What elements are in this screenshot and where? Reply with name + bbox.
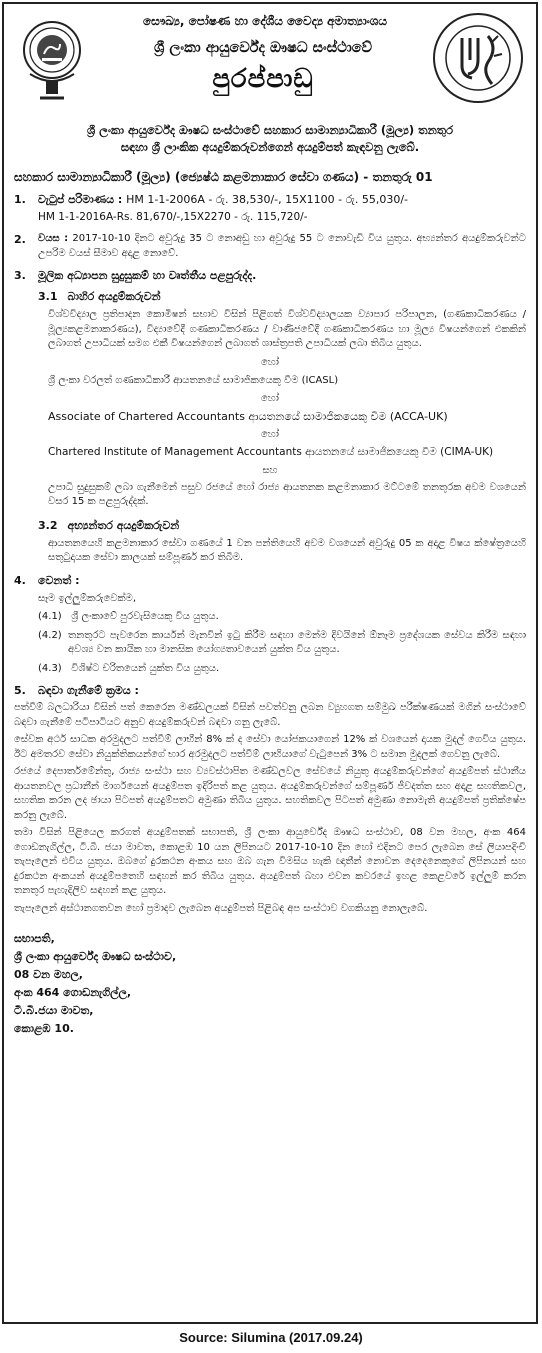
intro-text: ශ්‍රී ලංකා ආයුර්වේද ඖෂධ සංස්ථාවේ සහකාර සාමාන්‍යාධිකාරී (මූල්‍ය) තනතුර සඳහා ශ්‍රී ලාංකික අයදුම්කරුවන්ගෙන් අයදුම්පත් කැඳවනු ලැබේ. bbox=[86, 123, 454, 154]
institution-logo-icon bbox=[432, 12, 524, 104]
other-item bbox=[38, 610, 526, 625]
method-paragraph: සේවක අර්ථ සාධක අරමුදලට පත්වීම් ලාභීන් 8% ක් ද සේවා යෝජකයාගෙන් 12% ක් වශයෙන් දායක මුදල් ගෙවිය යුතුය. ඊට අමතරව සේවා නියුක්තිකයන්ගේ භාර අරමුදලට පත්වීම් ලාභියාගේ වැටුපෙන් 3% ට සමාන මුදලක් ගෙවනු ලැබේ. bbox=[14, 734, 526, 760]
signature-line: කොළඹ 10. bbox=[14, 1022, 74, 1035]
section-age bbox=[14, 232, 526, 261]
or-divider: හෝ bbox=[261, 356, 279, 368]
section-number: 2. bbox=[14, 233, 26, 246]
section-number: 5. bbox=[14, 684, 26, 697]
method-paragraph: තැපෑලෙන් අස්ථානගතවන හෝ ප්‍රමාදව ලැබෙන අයදුම්පත් පිළිබඳ අප සංස්ථාව වගකියනු නොලැබේ. bbox=[14, 902, 428, 914]
qualification-cima: Chartered Institute of Management Accountants ආයතනයේ සාමාජිකයෙකු වීම (CIMA-UK) bbox=[48, 445, 494, 458]
section-label: මූලික අධ්‍යාපන සුදුසුකම් හා වෘත්තීය පළපුරුද්ද. bbox=[38, 269, 257, 282]
item-text: විශිෂ්ට චරිතයෙන් යුක්ත විය යුතුය. bbox=[71, 662, 220, 674]
age-text-block bbox=[38, 232, 526, 261]
national-emblem-icon bbox=[20, 14, 84, 104]
subsection-number: 3.1 bbox=[38, 290, 58, 303]
section-number: 4. bbox=[14, 573, 26, 587]
ministry-name: සෞඛ්‍ය, පෝෂණ හා දේශීය වෛද්‍ය අමාත්‍යාංශය bbox=[142, 14, 388, 28]
section-qualifications bbox=[14, 268, 526, 566]
section-number: 3. bbox=[14, 269, 26, 282]
subsection-label: අභ්‍යන්තර අයදුම්කරුවන් bbox=[67, 518, 180, 532]
or-divider: හෝ bbox=[261, 392, 279, 404]
item-label: (4.2) bbox=[38, 629, 62, 641]
source-caption: Source: Silumina (2017.09.24) bbox=[179, 1330, 363, 1345]
age-text: 2017-10-10 දිනට අවුරුදු 35 ට නොඅඩු හා අවුරුදු 55 ට නොවැඩි විය යුතුය. අභ්‍යන්තර අයදුම්කරුවන්ට උපරිම වයස් සීමාව අදාළ නොවේ. bbox=[38, 233, 526, 259]
item-text: ශ්‍රී ලංකාවේ පුරවැසියෙකු විය යුතුය. bbox=[71, 611, 219, 622]
external-qualification-text: විශ්වවිද්‍යාල ප්‍රතිපාදන කොමිෂන් සභාව විසින් පිළිගත් විශ්වවිද්‍යාලයක ව්‍යාපාර පරිපාලන, (ගණකාධිකරණය / මූල්‍යකළමනාකරණය), විද්‍යාවේදී ගණකාධිකරණය / වාණිජවේදී ගණකාධිකරණය හා මූල්‍ය විෂයන්ගෙන් එකකින් ලබාගත් උපාධියක් සමග එකී විෂයන්ගෙන් ලබාගත් ශාස්ත්‍රපති උපාධියක් ලබා තිබිය යුතුය. bbox=[48, 309, 526, 349]
method-paragraph: පත්වීම් බලධාරියා විසින් පත් කෙරෙන මණ්ඩලයක් විසින් පවත්වනු ලබන ව්‍යුහගත සම්මුඛ පරීක්ෂණයක් මගින් සංස්ථාවේ බඳවා ගැනීමේ පටිපාටියට අනුව අයදුම්කරුවන් බඳවා ගනු ලැබේ. bbox=[14, 702, 526, 728]
subsection-label: බාහිර අයදුම්කරුවන් bbox=[67, 290, 161, 303]
or-divider: හෝ bbox=[261, 428, 279, 440]
item-label: (4.3) bbox=[38, 662, 62, 674]
header bbox=[4, 4, 536, 114]
section-content bbox=[38, 192, 408, 207]
section-label: වැටුප් පරිමාණය : bbox=[38, 193, 123, 206]
item-text: තනතුරට පැවරෙන කාර්යන් මැනවින් ඉටු කිරීම සඳහා මෙන්ම දිවයිනේ ඕනෑම ප්‍රදේශයක සේවය කිරීම සඳහා අවශ්‍ය වන කායික හා මානසික යෝග්‍යතාවයෙන් යුක්ත විය යුතුය. bbox=[68, 629, 526, 655]
page-title: පුරප්පාඩු bbox=[212, 64, 314, 94]
method-paragraph: තමා විසින් පිළියෙල කරගත් අයදුම්පතක් සභාපති, ශ්‍රී ලංකා ආයුර්වේද ඖෂධ සංස්ථාව, 08 වන මහල, අංක 464 ගොඩනැගිල්ල, ටී.බී. ජයා මාවත, කොළඹ 10 යන ලිපිනයට 2017-10-10 දින හෝ එදිනට පෙර ලැබෙන සේ ලියාපදිංචි තැපෑලෙන් එවිය යුතුය. ඔබගේ දුරකථන අංකය සහ ඔබ ගැන විමසිය හැකි ඥාතීන් නොවන දෙදෙනෙකුගේ ලිපිනයන් සහ දුරකථන අංකයන් අයදුම්පතෙහි සඳහන් කර තිබිය යුතුය. අයදුම්පත් බහා එවන කවරයේ ඉහළ කෙළවරේ ඉල්ලුම් කරන තනතුර පැහැදිලිව සඳහන් කළ යුතුය. bbox=[14, 827, 526, 896]
section-recruitment-method bbox=[14, 683, 526, 916]
section-number: 1. bbox=[14, 193, 26, 206]
signature-line: ශ්‍රී ලංකා ආයුර්වේද ඖෂධ සංස්ථාව, bbox=[14, 950, 177, 963]
post-title: සහකාර සාමාන්‍යාධිකාරී (මූල්‍ය) (ජ්‍යෙෂ්ඨ කළමනාකාර සේවා ගණය) - තනතුරු 01 bbox=[14, 170, 433, 184]
item-label: (4.1) bbox=[38, 611, 62, 622]
section-label: බඳවා ගැනීමේ ක්‍රමය : bbox=[38, 684, 139, 697]
internal-qualification-text: ආයතනයෙහි කළමනාකාර සේවා ගණයේ 1 වන පන්තියෙහි අවම වශයෙන් අවුරුදු 05 ක අදාළ විෂය ක්ෂේත්‍රයෙහි සතුටුදායක සේවා කාලයක් සම්පූර්ණ කර තිබීම. bbox=[48, 537, 526, 563]
qualification-acca: Associate of Chartered Accountants ආයතනයේ සාමාජිකයෙකු වීම (ACCA-UK) bbox=[48, 409, 448, 423]
signature-block bbox=[14, 930, 526, 1038]
signature-line: අංක 464 ගොඩනැගිල්ල, bbox=[14, 986, 132, 999]
other-item bbox=[38, 629, 526, 658]
other-intro: සෑම ඉල්ලුම්කරුවෙක්ම, bbox=[38, 592, 137, 604]
section-label: වයස : bbox=[38, 233, 69, 244]
and-divider: සහ bbox=[262, 464, 278, 476]
signature-line: 08 වන මහල, bbox=[14, 968, 83, 981]
signature-line: ටී.බී.ජයා මාවත, bbox=[14, 1004, 94, 1017]
signature-line: සභාපති, bbox=[14, 932, 55, 945]
experience-text: උපාධි සුදුසුකම් ලබා ගැනීමෙන් පසුව රජයේ හෝ රාජ්‍ය ආයතනක කළමනාකාර මට්ටමේ තනතුරක අවම වශයෙන් වසර 15 ක පළපුරුද්දක්. bbox=[48, 481, 526, 507]
salary-line-1: HM 1-1-2006A - රු. 38,530/-, 15X1100 - රු. 55,030/- bbox=[126, 193, 408, 206]
subsection-number: 3.2 bbox=[38, 518, 58, 532]
section-other bbox=[14, 573, 526, 677]
section-salary bbox=[14, 192, 526, 225]
method-paragraph: රජයේ දෙපාර්තමේන්තු, රාජ්‍ය සංස්ථා සහ ව්‍යවස්ථාපිත මණ්ඩලවල සේවයේ නියුතු අයදුම්කරුවන්ගේ අයදුම්පත් ස්ථානීය ආයතනවල ප්‍රධානීන් මාර්ගයෙන් අයදුම්පත ඉදිරිපත් කළ යුතුය. අයදුම්කරුවන්ගේ සම්පූර්ණ ජීවදත්ත සහ අදාළ සහතිකවල, සහතික කරන ලද ඡායා පිටපත් අයදුම්පතට අමුණා තිබිය යුතුය. සහතිකවල පිටපත් අමුණා නොමැති අයදුම්පත් ප්‍රතික්ෂේප කරනු ලැබේ. bbox=[14, 766, 526, 821]
institution-name: ශ්‍රී ලංකා ආයුර්වේද ඖෂධ සංස්ථාවේ bbox=[153, 40, 373, 56]
advertisement-frame bbox=[2, 2, 538, 1324]
section-label: වෙනත් : bbox=[38, 573, 80, 587]
salary-line-2: HM 1-1-2016A-Rs. 81,670/-,15X2270 - රු. 115,720/- bbox=[38, 211, 308, 223]
qualification-icasl: ශ්‍රී ලංකා වරලත් ගණකාධිකාරී ආයතනයේ සාමාජිකයෙකු වීම (ICASL) bbox=[48, 374, 339, 386]
other-item bbox=[38, 662, 526, 677]
